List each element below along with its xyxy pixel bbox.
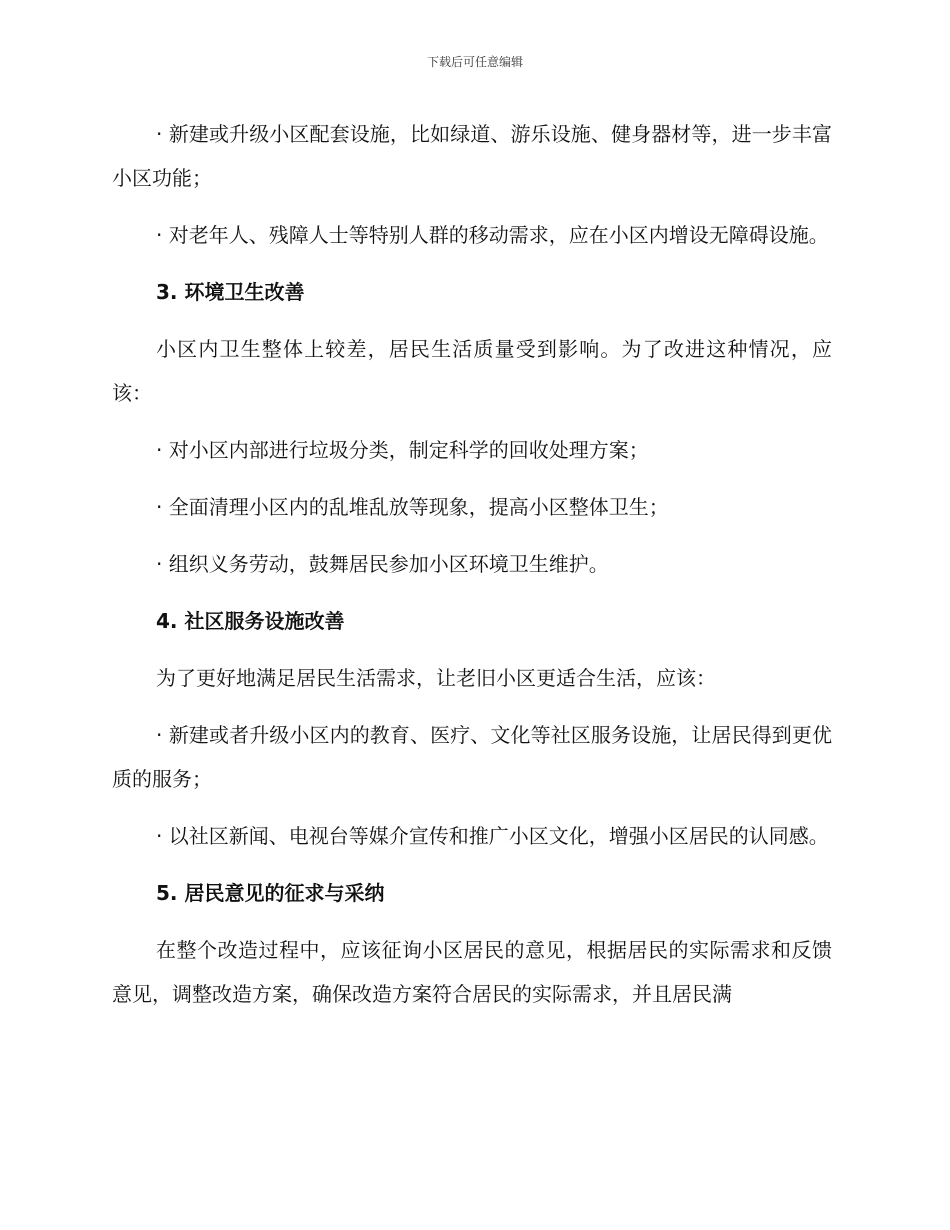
bullet-paragraph: · 新建或者升级小区内的教育、医疗、文化等社区服务设施，让居民得到更优质的服务；: [112, 723, 832, 791]
bullet-paragraph: · 对小区内部进行垃圾分类，制定科学的回收处理方案；: [156, 438, 649, 462]
bullet-paragraph: · 组织义务劳动，鼓舞居民参加小区环境卫生维护。: [156, 552, 609, 576]
bullet-paragraph: · 对老年人、残障人士等特别人群的移动需求，应在小区内增设无障碍设施。: [156, 223, 829, 247]
page-header: 下载后可任意编辑: [426, 55, 523, 69]
bullet-paragraph: · 全面清理小区内的乱堆乱放等现象，提高小区整体卫生；: [156, 495, 669, 519]
bullet-paragraph: · 以社区新闻、电视台等媒介宣传和推广小区文化，增强小区居民的认同感。: [156, 824, 829, 848]
section-heading: 3. 环境卫生改善: [156, 280, 305, 304]
body-paragraph: 为了更好地满足居民生活需求，让老旧小区更适合生活，应该：: [156, 666, 716, 690]
body-paragraph: 小区内卫生整体上较差，居民生活质量受到影响。为了改进这种情况，应该：: [112, 337, 832, 405]
section-heading: 5. 居民意见的征求与采纳: [156, 881, 385, 905]
document-body: [112, 112, 832, 1029]
section-heading: 4. 社区服务设施改善: [156, 609, 345, 633]
bullet-paragraph: · 新建或升级小区配套设施，比如绿道、游乐设施、健身器材等，进一步丰富小区功能；: [112, 122, 832, 190]
body-paragraph: 在整个改造过程中，应该征询小区居民的意见，根据居民的实际需求和反馈意见，调整改造方案，确保改造方案符合居民的实际需求，并且居民满: [112, 938, 832, 1006]
